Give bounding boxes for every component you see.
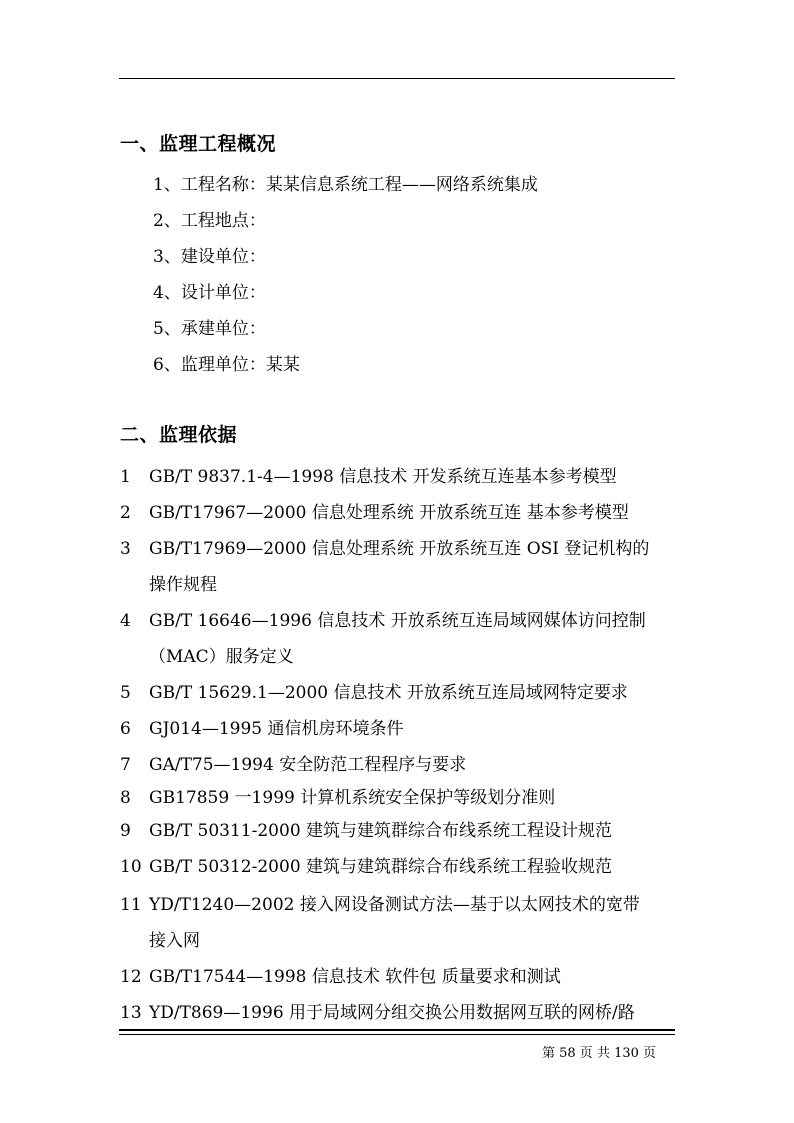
basis-item — [120, 852, 612, 877]
basis-item-text: GA/T75—1994 安全防范工程程序与要求 — [149, 755, 467, 775]
basis-item — [120, 678, 628, 703]
basis-item-number: 5 — [120, 683, 131, 703]
basis-item-continuation: 操作规程 — [149, 575, 217, 595]
basis-item — [120, 890, 640, 915]
basis-item-text: GB/T 9837.1-4—1998 信息技术 开发系统互连基本参考模型 — [149, 467, 617, 487]
footer-rule — [119, 1029, 675, 1031]
overview-item-contractor: 5、承建单位： — [153, 319, 266, 339]
overview-item-supervisor: 6、监理单位：某某 — [153, 355, 300, 375]
overview-item-project-name: 1、工程名称：某某信息系统工程——网络系统集成 — [153, 175, 538, 195]
basis-item-text: GB/T 50311-2000 建筑与建筑群综合布线系统工程设计规范 — [149, 821, 613, 841]
basis-item — [120, 816, 612, 841]
basis-item-text: GB/T 15629.1—2000 信息技术 开放系统互连局域网特定要求 — [149, 683, 628, 703]
basis-item — [120, 534, 649, 559]
basis-item-number: 11 — [120, 895, 142, 915]
basis-item-number: 2 — [120, 503, 131, 523]
basis-item — [120, 750, 466, 775]
basis-item-number: 9 — [120, 821, 131, 841]
basis-item-number: 8 — [120, 788, 131, 808]
basis-item-number: 12 — [120, 967, 142, 987]
basis-item-text: GB/T17967—2000 信息处理系统 开放系统互连 基本参考模型 — [149, 503, 629, 523]
basis-item-text: GB/T 50312-2000 建筑与建筑群综合布线系统工程验收规范 — [149, 857, 613, 877]
section-heading-basis: 二、监理依据 — [120, 424, 238, 446]
basis-item-continuation: 接入网 — [149, 931, 200, 951]
basis-item — [120, 783, 555, 808]
basis-item — [120, 606, 646, 631]
footer-rule — [119, 1034, 675, 1035]
basis-item — [120, 962, 561, 987]
basis-item-text: GJ014—1995 通信机房环境条件 — [149, 719, 404, 739]
header-rule — [119, 78, 675, 79]
basis-item-number: 6 — [120, 719, 131, 739]
page-number: 第 58 页 共 130 页 — [542, 1046, 657, 1061]
basis-item-text: GB/T17544—1998 信息技术 软件包 质量要求和测试 — [149, 967, 561, 987]
basis-item-number: 13 — [120, 1003, 142, 1023]
overview-item-designer: 4、设计单位： — [153, 283, 266, 303]
basis-item-continuation: （MAC）服务定义 — [149, 647, 294, 667]
basis-item-number: 3 — [120, 539, 131, 559]
basis-item-text: GB17859 一1999 计算机系统安全保护等级划分准则 — [149, 788, 556, 808]
section-heading-overview: 一、监理工程概况 — [120, 133, 277, 155]
overview-item-location: 2、工程地点： — [153, 211, 266, 231]
basis-item-text: YD/T1240—2002 接入网设备测试方法—基于以太网技术的宽带 — [149, 895, 640, 915]
basis-item-text: YD/T869—1996 用于局域网分组交换公用数据网互联的网桥/路 — [149, 1003, 635, 1023]
basis-item-text: GB/T17969—2000 信息处理系统 开放系统互连 OSI 登记机构的 — [149, 539, 650, 559]
basis-item-number: 7 — [120, 755, 131, 775]
overview-item-owner: 3、建设单位： — [153, 247, 266, 267]
basis-item — [120, 462, 617, 487]
basis-item — [120, 498, 629, 523]
basis-item-number: 10 — [120, 857, 142, 877]
basis-item — [120, 714, 404, 739]
basis-item-number: 4 — [120, 611, 131, 631]
basis-item — [120, 998, 635, 1023]
basis-item-text: GB/T 16646—1996 信息技术 开放系统互连局域网媒体访问控制 — [149, 611, 646, 631]
basis-item-number: 1 — [120, 467, 131, 487]
